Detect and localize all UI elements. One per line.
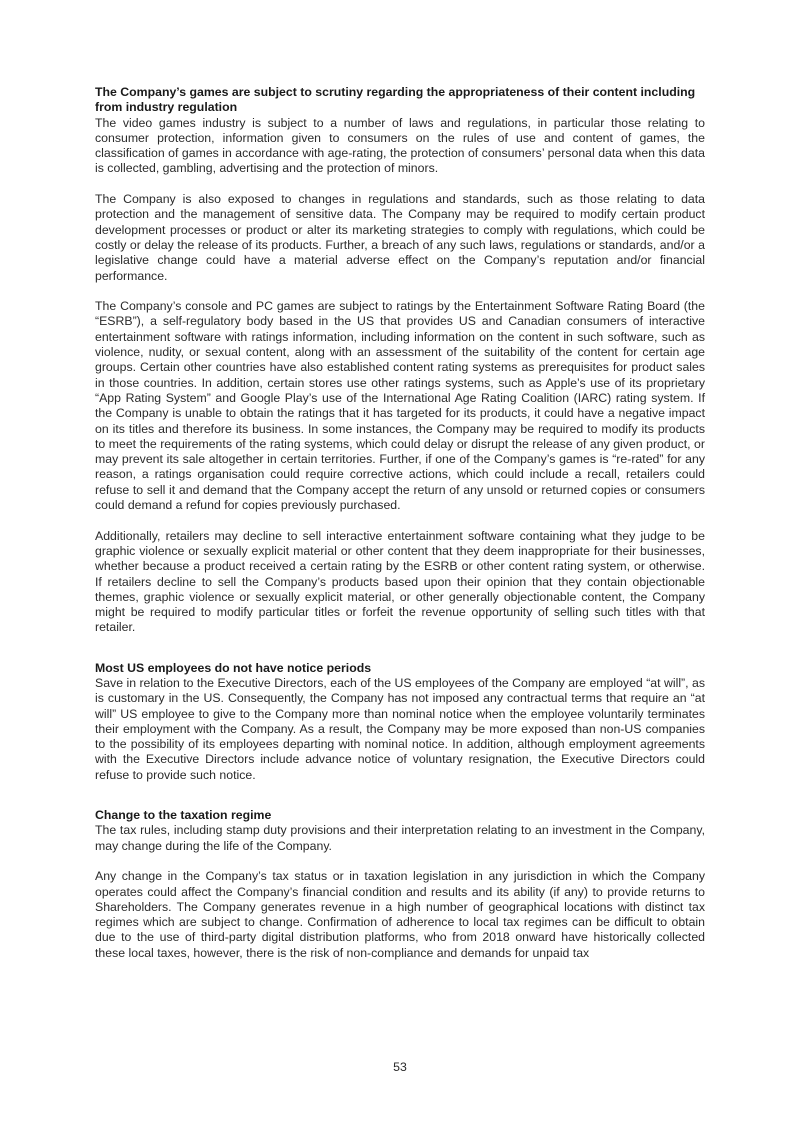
paragraph: Additionally, retailers may decline to sell interactive entertainment software containing what they judge to be graphic violence or sexually explicit material or other content that they deem inappropriate for their businesses, whether because a product received a certain rating by the ESRB or other content rating system, or otherwise. If retailers decline to sell the Company’s products based upon their opinion that they contain objectionable themes, graphic violence or sexually explicit material, or other generally objectionable content, the Company might be required to modify particular titles or forfeit the revenue opportunity of selling such titles with that retailer. [95, 528, 705, 635]
paragraph: Save in relation to the Executive Directors, each of the US employees of the Company are employed “at will”, as is customary in the US. Consequently, the Company has not imposed any contractual terms that require an “at will” US employee to give to the Company more than nominal notice when the employee voluntarily terminates their employment with the Company. As a result, the Company may be more exposed than non-US companies to the possibility of its employees departing with nominal notice. In addition, although employment agreements with the Executive Directors include advance notice of voluntary resignation, the Executive Directors could refuse to provide such notice. [95, 675, 705, 782]
paragraph: The Company’s console and PC games are subject to ratings by the Entertainment Software Rating Board (the “ESRB”), a self-regulatory body based in the US that provides US and Canadian consumers of interactive entertainment software with ratings information, including information on the content in such software, such as violence, nudity, or sexual content, along with an assessment of the suitability of the content for certain age groups. Certain other countries have also established content rating systems as prerequisites for product sales in those countries. In addition, certain stores use other ratings systems, such as Apple’s use of its proprietary “App Rating System” and Google Play’s use of the International Age Rating Coalition (IARC) rating system. If the Company is unable to obtain the ratings that it has targeted for its products, it could have a negative impact on its titles and therefore its business. In some instances, the Company may be required to modify its products to meet the requirements of the rating systems, which could delay or disrupt the release of any given product, or may prevent its sale altogether in certain territories. Further, if one of the Company’s games is “re-rated” for any reason, a ratings organisation could require corrective actions, which could include a recall, retailers could refuse to sell it and demand that the Company accept the return of any unsold or returned copies or consumers could demand a refund for copies previously purchased. [95, 299, 705, 513]
page-content [95, 85, 705, 961]
section-heading-taxation: Change to the taxation regime [95, 808, 272, 823]
page-number: 53 [393, 1060, 407, 1074]
paragraph: Any change in the Company’s tax status or in taxation legislation in any jurisdiction in which the Company operates could affect the Company’s financial condition and results and its ability (if any) to provide returns to Shareholders. The Company generates revenue in a high number of geographical locations with distinct tax regimes which are subject to change. Confirmation of adherence to local tax regimes can be difficult to obtain due to the use of third-party digital distribution platforms, who from 2018 onward have historically collected these local taxes, however, there is the risk of non-compliance and demands for unpaid tax [95, 869, 705, 960]
section-heading-notice-periods: Most US employees do not have notice periods [95, 660, 372, 675]
section-heading-content-scrutiny: The Company’s games are subject to scrutiny regarding the appropriateness of their content including from industry regulation [95, 85, 696, 115]
paragraph: The tax rules, including stamp duty provisions and their interpretation relating to an investment in the Company, may change during the life of the Company. [95, 823, 705, 853]
paragraph: The video games industry is subject to a number of laws and regulations, in particular those relating to consumer protection, information given to consumers on the rules of use and content of games, the classification of games in accordance with age-rating, the protection of consumers’ personal data when this data is collected, gambling, advertising and the protection of minors. [95, 115, 705, 176]
paragraph: The Company is also exposed to changes in regulations and standards, such as those relating to data protection and the management of sensitive data. The Company may be required to modify certain product development processes or product or alter its marketing strategies to comply with regulations, which could be costly or delay the release of its products. Further, a breach of any such laws, regulations or standards, and/or a legislative change could have a material adverse effect on the Company’s reputation and/or financial performance. [95, 192, 705, 283]
